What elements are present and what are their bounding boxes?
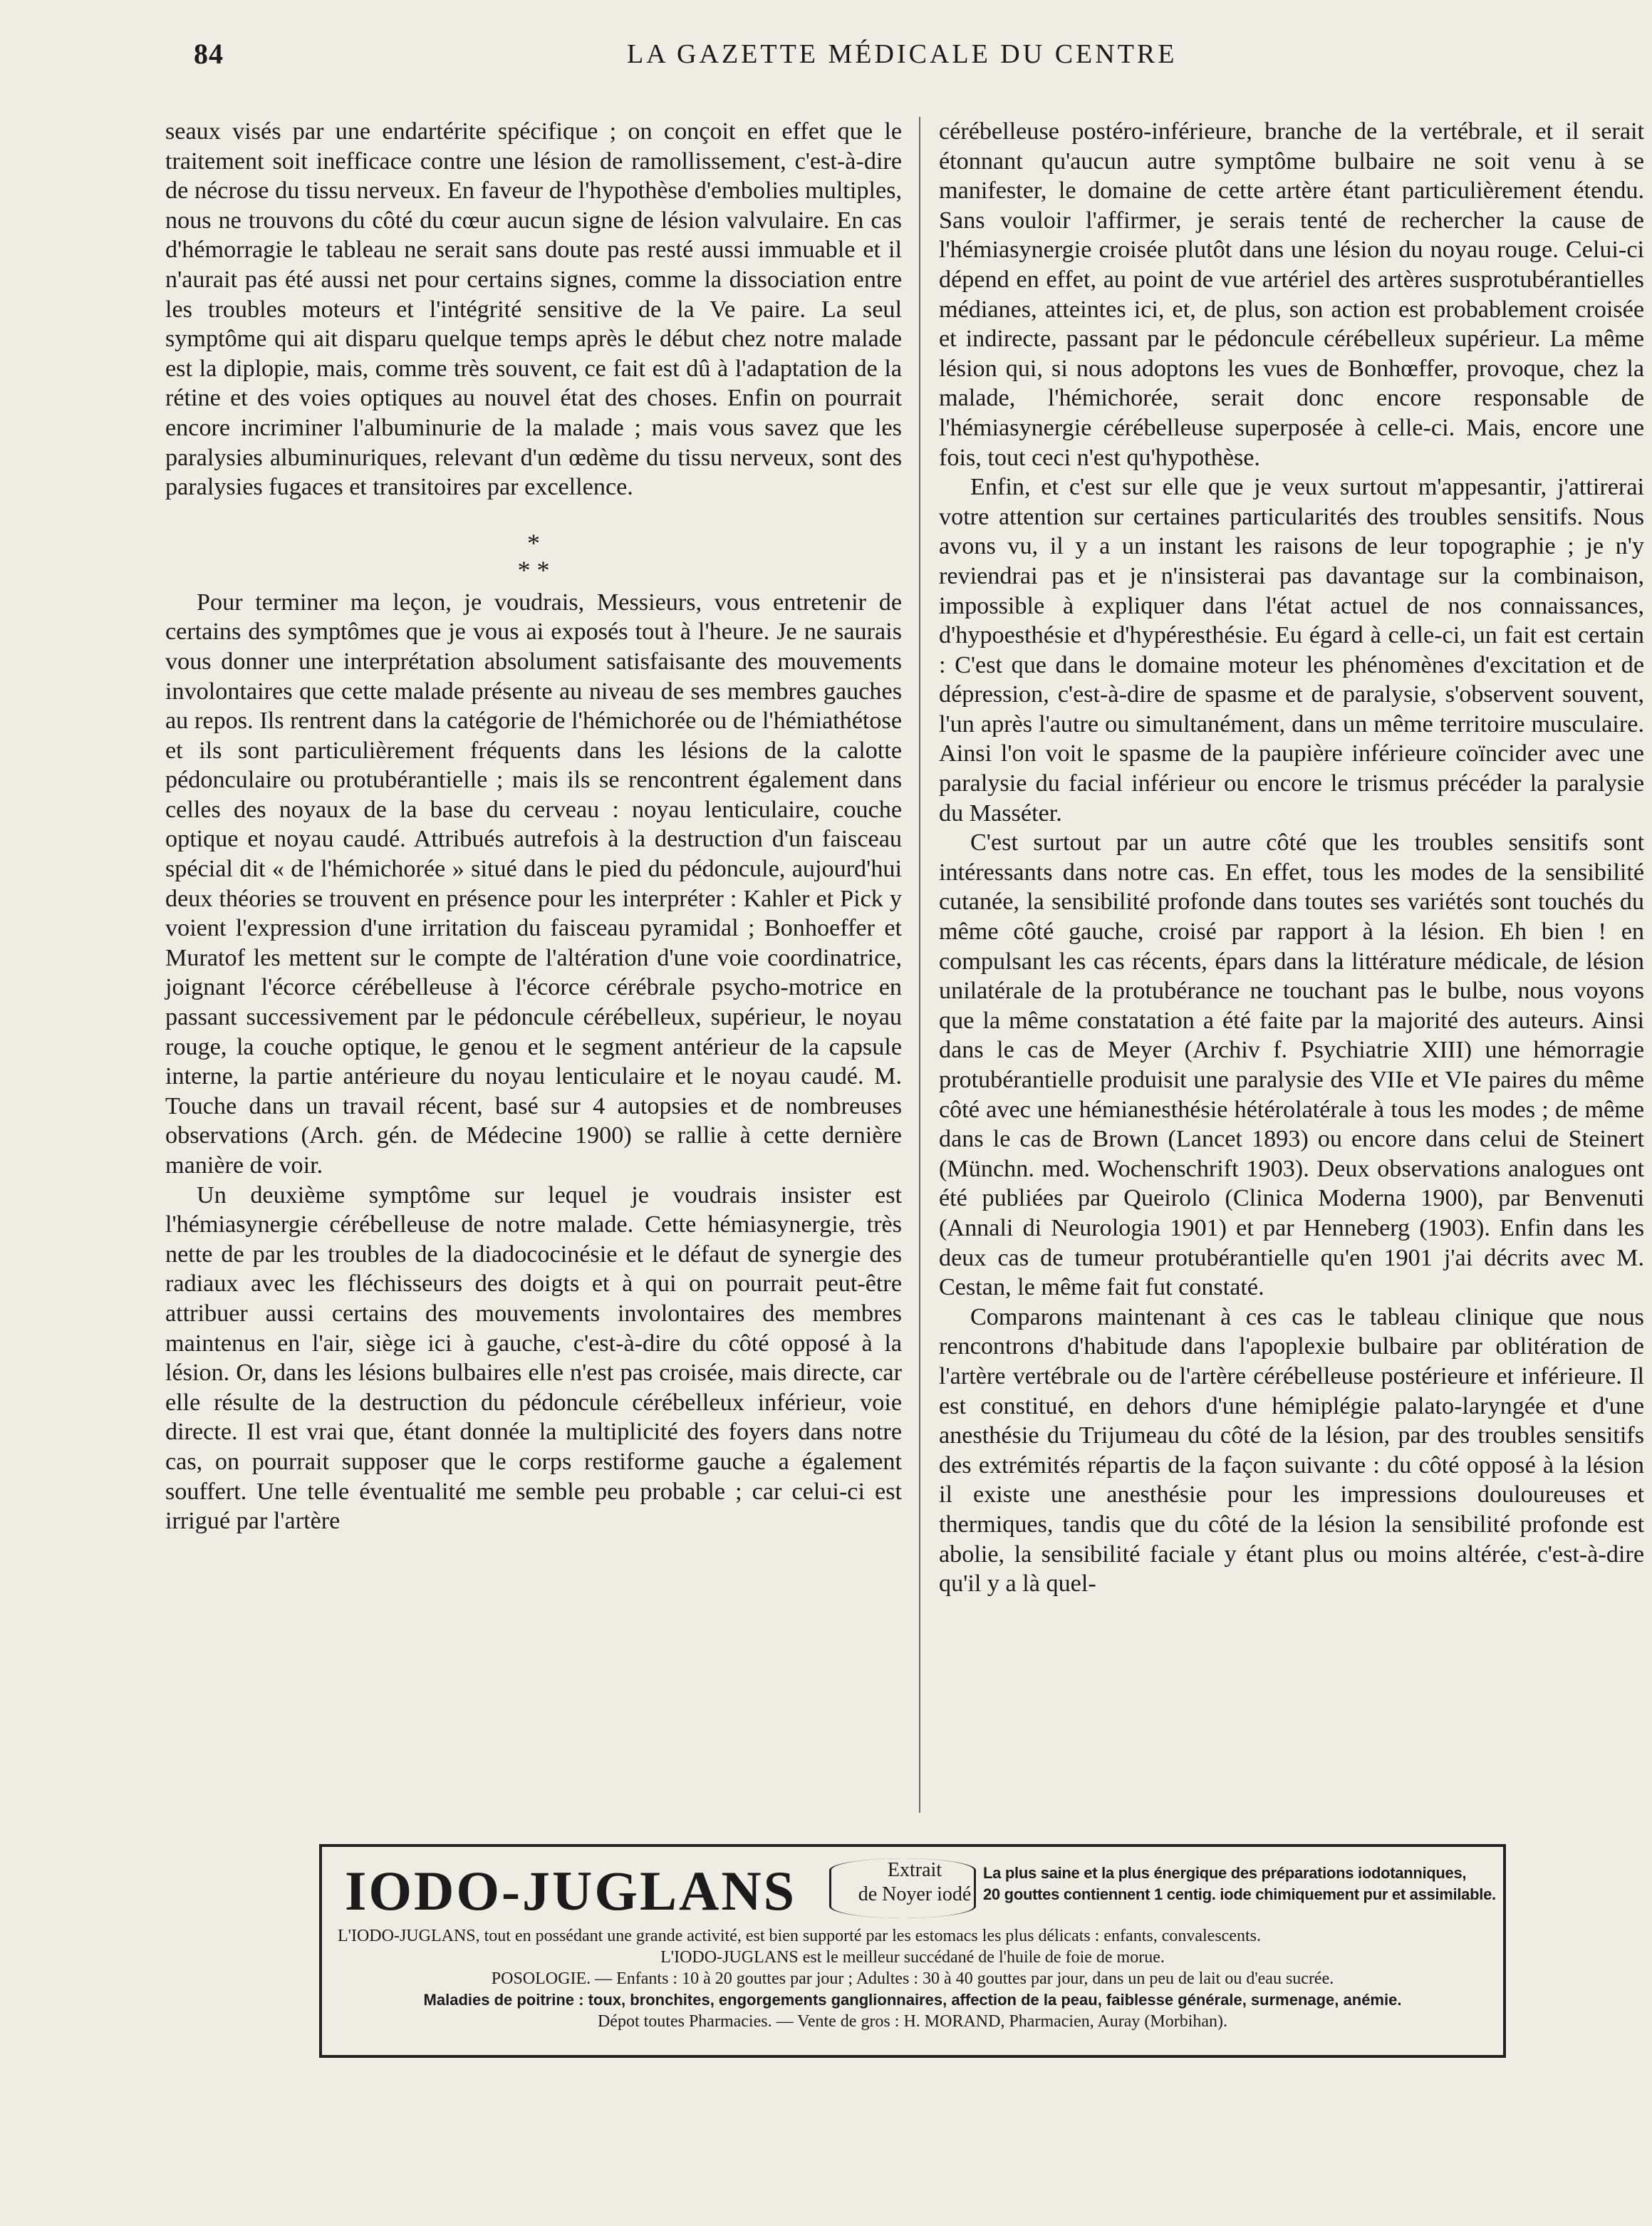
paragraph: Comparons maintenant à ces cas le tableau clinique que nous rencontrons d'habitude dans l'apoplexie bulbaire par oblitération de l'artère vertébrale ou de l'artère cérébelleuse postérieure et inférieure. Il est constitué, en dehors d'une hémiplégie palato-laryngée et d'une anesthésie du Trijumeau du côté de la lésion, par des troubles sensitifs des extrémités répartis de la façon suivante : du côté opposé à la lésion il existe une anesthésie pour les impressions douloureuses et thermiques, tandis que du côté de la lésion la sensibilité profonde est abolie, la sensibilité faciale y étant plus ou moins altérée, c'est-à-dire qu'il y a là quel- — [939, 1303, 1644, 1598]
paragraph: Pour terminer ma leçon, je voudrais, Messieurs, vous entretenir de certains des symptômes que je vous ai exposés tout à l'heure. Je ne saurais vous donner une interprétation absolument satisfaisante des mouvements involontaires que cette malade présente au niveau de ses membres gauches au repos. Ils rentrent dans la catégorie de l'hémichorée ou de l'hémiathétose et ils sont particulièrement fréquents dans les lésions de la calotte pédonculaire ou protubérantielle ; mais ils se rencontrent également dans celles des noyaux de la base du cerveau : noyau lenticulaire, couche optique et noyau caudé. Attribués autrefois à la destruction d'un faisceau spécial dit « de l'hémichorée » situé dans le pied du pédoncule, aujourd'hui deux théories se trouvent en présence pour les interpréter : Kahler et Pick y voient l'expression d'une irritation du faisceau pyramidal ; Bonhoeffer et Muratof les mettent sur le compte de l'altération d'une voie coordinatrice, joignant l'écorce cérébelleuse à l'écorce cérébrale psycho-motrice en passant successivement par le pédoncule cérébelleux, supérieur, le noyau rouge, la couche optique, le genou et le segment antérieur de la capsule interne, la partie antérieure du noyau lenticulaire et le noyau caudé. M. Touche dans un travail récent, basé sur 4 autopsies et de nombreuses observations (Arch. gén. de Médecine 1900) se rallie à cette dernière manière de voir. — [165, 589, 902, 1179]
ad-tagline-line: La plus saine et la plus énergique des préparations iodotanniques, — [983, 1864, 1467, 1882]
paragraph: Un deuxième symptôme sur lequel je voudrais insister est l'hémiasynergie cérébelleuse de notre malade. Cette hémiasynergie, très nette de par les troubles de la diadococinésie et le défaut de synergie des radiaux avec les fléchisseurs des doigts et à qui on pourrait peut-être attribuer aussi certains des mouvements involontaires des membres maintenus en l'air, siège ici à gauche, c'est-à-dire du côté opposé à la lésion. Or, dans les lésions bulbaires elle n'est pas croisée, mais directe, car elle résulte de la destruction du pédoncule cérébelleux inférieur, voie directe. Il est vrai que, étant donnée la multiplicité des foyers dans notre cas, on pourrait supposer que le corps restiforme gauche a également souffert. Une telle éventualité me semble peu probable ; car celui-ci est irrigué par l'artère — [165, 1181, 902, 1535]
paragraph: C'est surtout par un autre côté que les troubles sensitifs sont intéressants dans notre cas. En effet, tous les modes de la sensibilité cutanée, la sensibilité profonde dans toutes ses variétés sont touchés du même côté gauche, croisé par rapport à la lésion. Eh bien ! en compulsant les cas récents, épars dans la littérature médicale, de lésion unilatérale de la protubérance ne touchant pas le bulbe, nous voyons que la même constatation a été faite par la majorité des auteurs. Ainsi dans le cas de Meyer (Archiv f. Psychiatrie XIII) une hémorragie protubérantielle produisit une paralysie des VIIe et VIe paires du même côté avec une hémianesthésie hétérolatérale à tous les modes ; de même dans le cas de Brown (Lancet 1893) ou encore dans celui de Steinert (Münchn. med. Wochenschrift 1903). Deux observations analogues ont été publiées par Queirolo (Clinica Moderna 1900), par Benvenuti (Annali di Neurologia 1901) et par Henneberg (1903). Enfin dans les deux cas de tumeur protubérantielle qu'en 1901 j'ai décrits avec M. Cestan, le même fait fut constaté. — [939, 829, 1644, 1301]
running-title: LA GAZETTE MÉDICALE DU CENTRE — [627, 39, 1178, 69]
ad-extract-label — [858, 1858, 972, 1907]
section-gap — [165, 502, 902, 529]
ad-extract-line: de Noyer iodé — [858, 1883, 972, 1905]
ad-line: L'IODO-JUGLANS est le meilleur succédané de l'huile de foie de morue. — [660, 1948, 1165, 1967]
asterism-bottom: * * — [517, 555, 550, 584]
asterism-divider — [165, 529, 902, 588]
paragraph: cérébelleuse postéro-inférieure, branche de la vertébrale, et il serait étonnant qu'aucun autre symptôme bulbaire ne soit venu à se manifester, le domaine de cette artère étant particulièrement étendu. Sans vouloir l'affirmer, je serais tenté de rechercher la cause de l'hémiasynergie croisée plutôt dans une lésion du noyau rouge. Celui-ci dépend en effet, au point de vue artériel des artères susprotubérantielles médianes, atteintes ici, et, de plus, son action est probablement croisée et indirecte, passant par le pédoncule cérébelleux supérieur. La même lésion qui, si nous adoptons les vues de Bonhœffer, provoque, chez la malade, l'hémichorée, serait donc encore responsable de l'hémiasynergie cérébelleuse superposée à celle-ci. Mais, encore une fois, tout ceci n'est qu'hypothèse. — [939, 118, 1644, 471]
ad-header — [338, 1857, 1496, 1925]
ad-indications: Maladies de poitrine : toux, bronchites, engorgements ganglionnaires, affection de la peau, faiblesse générale, surmenage, anémie. — [423, 1991, 1402, 2009]
ad-distributor: Dépot toutes Pharmacies. — Vente de gros : H. MORAND, Pharmacien, Auray (Morbihan). — [597, 2012, 1228, 2031]
ad-extract-line: Extrait — [887, 1859, 942, 1881]
page-number: 84 — [194, 38, 224, 70]
column-divider — [919, 117, 920, 1813]
asterism-top: * — [527, 528, 540, 557]
ad-line: L'IODO-JUGLANS, tout en possédant une grande activité, est bien supporté par les estomacs les plus délicats : enfants, convalescents. — [338, 1927, 1261, 1945]
ad-tagline — [983, 1863, 1510, 1905]
advertisement-box — [319, 1844, 1506, 2058]
ad-posology: POSOLOGIE. — Enfants : 10 à 20 gouttes par jour ; Adultes : 30 à 40 gouttes par jour, dans un peu de lait ou d'eau sucrée. — [491, 1969, 1334, 1988]
ad-tagline-line: 20 gouttes contiennent 1 centig. iode chimiquement pur et assimilable. — [983, 1885, 1496, 1903]
ad-brand: IODO-JUGLANS — [345, 1860, 797, 1922]
right-column — [939, 117, 1644, 1836]
paragraph: Enfin, et c'est sur elle que je veux surtout m'appesantir, j'attirerai votre attention sur certaines particularités des troubles sensitifs. Nous avons vu, il y a un instant les raisons de leur topographie ; je n'y reviendrai pas et je n'insisterai pas davantage sur la combinaison, impossible à expliquer dans l'état actuel de nos connaissances, d'hypoesthésie et d'hypéresthésie. Eu égard à celle-ci, un fait est certain : C'est que dans le domaine moteur les phénomènes d'excitation et de dépression, c'est-à-dire de spasme et de paralysie, s'observent souvent, l'un après l'autre ou simultanément, dans un même territoire musculaire. Ainsi l'on voit le spasme de la paupière inférieure coïncider avec une paralysie du facial inférieur ou encore le trismus précéder la paralysie du Masséter. — [939, 474, 1644, 827]
paragraph: seaux visés par une endartérite spécifique ; on conçoit en effet que le traitement soit inefficace contre une lésion de ramollissement, c'est-à-dire de nécrose du tissu nerveux. En faveur de l'hypothèse d'embolies multiples, nous ne trouvons du côté du cœur aucun signe de lésion valvulaire. En cas d'hémorragie le tableau ne serait sans doute pas resté aussi immuable et il n'aurait pas été aussi net pour certains signes, comme la dissociation entre les troubles moteurs et l'intégrité sensitive de la Ve paire. La seul symptôme qui ait disparu quelque temps après le début chez notre malade est la diplopie, mais, comme très souvent, ce fait est dû à l'adaptation de la rétine et des voies optiques au nouvel état des choses. Enfin on pourrait encore incriminer l'albuminurie de la malade ; mais vous savez que les paralysies albuminuriques, relevant d'un œdème du tissu nerveux, sont des paralysies fugaces et transitoires par excellence. — [165, 118, 902, 501]
left-column — [165, 117, 902, 1536]
